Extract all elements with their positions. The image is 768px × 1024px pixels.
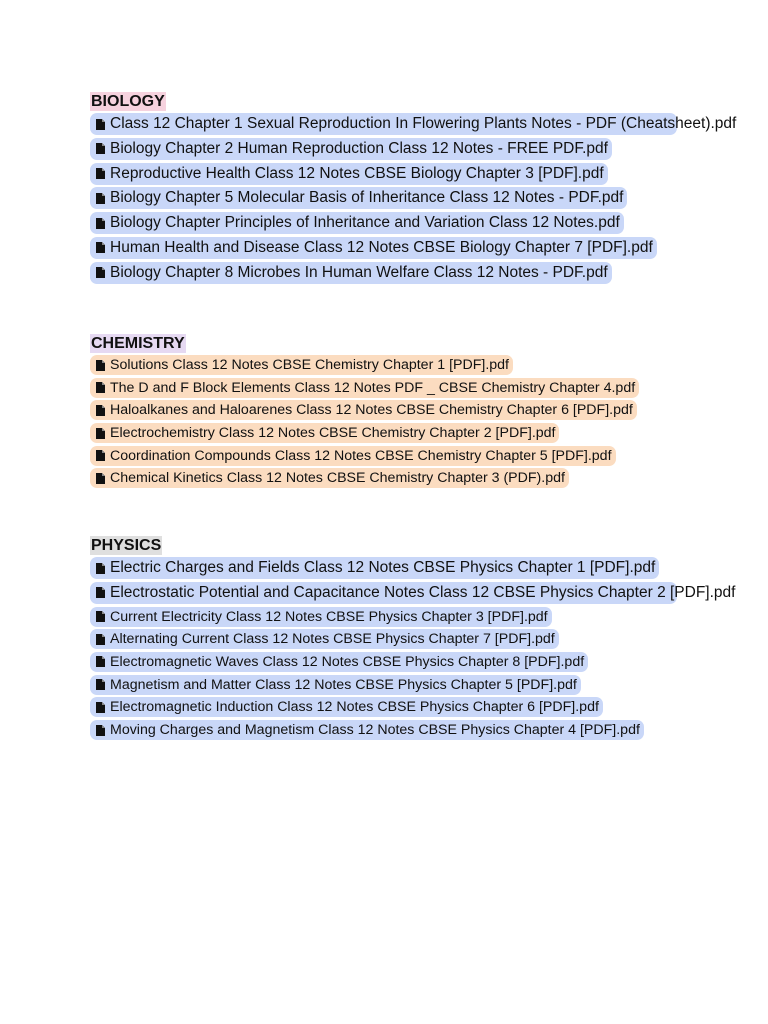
file-icon xyxy=(96,587,105,598)
file-chip[interactable] xyxy=(90,187,627,209)
file-icon xyxy=(96,679,105,690)
file-icon xyxy=(96,450,105,461)
file-chip[interactable] xyxy=(90,557,659,579)
file-icon xyxy=(96,218,105,229)
file-icon xyxy=(96,382,105,393)
file-icon xyxy=(96,473,105,484)
file-chip[interactable] xyxy=(90,468,569,488)
file-chip[interactable] xyxy=(90,675,581,695)
file-chip-label: Biology Chapter 8 Microbes In Human Welfare Class 12 Notes - PDF.pdf xyxy=(110,263,608,281)
file-chip-label: Moving Charges and Magnetism Class 12 Notes CBSE Physics Chapter 4 [PDF].pdf xyxy=(110,722,640,739)
file-icon xyxy=(96,563,105,574)
biology-section xyxy=(90,92,737,287)
file-icon xyxy=(96,428,105,439)
file-icon xyxy=(96,193,105,204)
file-icon xyxy=(96,656,105,667)
biology-file-list xyxy=(90,113,737,287)
file-chip[interactable] xyxy=(90,697,603,717)
file-chip-label: Electrochemistry Class 12 Notes CBSE Chemistry Chapter 2 [PDF].pdf xyxy=(110,425,556,442)
file-chip-label: Reproductive Health Class 12 Notes CBSE Biology Chapter 3 [PDF].pdf xyxy=(110,164,604,182)
file-chip-label: Haloalkanes and Haloarenes Class 12 Notes CBSE Chemistry Chapter 6 [PDF].pdf xyxy=(110,402,633,419)
file-chip[interactable] xyxy=(90,113,737,135)
file-chip[interactable] xyxy=(90,138,612,160)
file-icon xyxy=(96,168,105,179)
file-chip[interactable] xyxy=(90,423,559,443)
chemistry-file-list xyxy=(90,355,690,491)
file-chip-label: Class 12 Chapter 1 Sexual Reproduction In Flowering Plants Notes - PDF (Cheatsheet).pdf xyxy=(110,115,737,132)
file-icon xyxy=(96,611,105,622)
file-chip-label: Biology Chapter 5 Molecular Basis of Inheritance Class 12 Notes - PDF.pdf xyxy=(110,189,624,207)
file-chip-label: Electromagnetic Waves Class 12 Notes CBSE Physics Chapter 8 [PDF].pdf xyxy=(110,653,585,670)
file-chip-label: Biology Chapter 2 Human Reproduction Class 12 Notes - FREE PDF.pdf xyxy=(110,139,608,157)
file-chip-label: Magnetism and Matter Class 12 Notes CBSE Physics Chapter 5 [PDF].pdf xyxy=(110,676,577,693)
file-chip[interactable] xyxy=(90,629,559,649)
file-chip-label: The D and F Block Elements Class 12 Notes PDF _ CBSE Chemistry Chapter 4.pdf xyxy=(110,379,636,396)
physics-file-list xyxy=(90,557,736,743)
file-chip-label: Current Electricity Class 12 Notes CBSE Physics Chapter 3 [PDF].pdf xyxy=(110,608,548,625)
physics-section xyxy=(90,536,736,743)
file-chip[interactable] xyxy=(90,378,639,398)
file-chip[interactable] xyxy=(90,446,616,466)
chemistry-heading: CHEMISTRY xyxy=(91,335,185,352)
file-chip[interactable] xyxy=(90,262,612,284)
file-chip-label: Electrostatic Potential and Capacitance Notes Class 12 CBSE Physics Chapter 2 [PDF].pdf xyxy=(110,583,736,601)
file-chip-label: Electromagnetic Induction Class 12 Notes CBSE Physics Chapter 6 [PDF].pdf xyxy=(110,699,599,716)
file-icon xyxy=(96,267,105,278)
file-icon xyxy=(96,360,105,371)
file-chip-label: Solutions Class 12 Notes CBSE Chemistry Chapter 1 [PDF].pdf xyxy=(110,357,509,373)
biology-heading: BIOLOGY xyxy=(91,93,165,110)
chemistry-section xyxy=(90,334,690,491)
file-chip-label: Biology Chapter Principles of Inheritance and Variation Class 12 Notes.pdf xyxy=(110,214,620,232)
file-chip-label: Chemical Kinetics Class 12 Notes CBSE Chemistry Chapter 3 (PDF).pdf xyxy=(110,470,565,487)
file-chip[interactable] xyxy=(90,582,736,604)
file-icon xyxy=(96,725,105,736)
file-chip-label: Alternating Current Class 12 Notes CBSE Physics Chapter 7 [PDF].pdf xyxy=(110,631,555,648)
file-chip[interactable] xyxy=(90,163,608,185)
file-chip[interactable] xyxy=(90,355,513,375)
file-chip[interactable] xyxy=(90,720,644,740)
file-chip[interactable] xyxy=(90,400,637,420)
file-chip[interactable] xyxy=(90,652,588,672)
file-chip[interactable] xyxy=(90,237,657,259)
file-chip-label: Coordination Compounds Class 12 Notes CBSE Chemistry Chapter 5 [PDF].pdf xyxy=(110,447,612,464)
file-icon xyxy=(96,634,105,645)
file-icon xyxy=(96,702,105,713)
file-icon xyxy=(96,143,105,154)
file-chip-label: Human Health and Disease Class 12 Notes CBSE Biology Chapter 7 [PDF].pdf xyxy=(110,238,653,256)
file-icon xyxy=(96,242,105,253)
file-icon xyxy=(96,405,105,416)
file-chip-label: Electric Charges and Fields Class 12 Notes CBSE Physics Chapter 1 [PDF].pdf xyxy=(110,559,656,576)
file-chip[interactable] xyxy=(90,607,552,627)
file-chip[interactable] xyxy=(90,212,624,234)
file-icon xyxy=(96,119,105,130)
physics-heading: PHYSICS xyxy=(91,537,162,554)
